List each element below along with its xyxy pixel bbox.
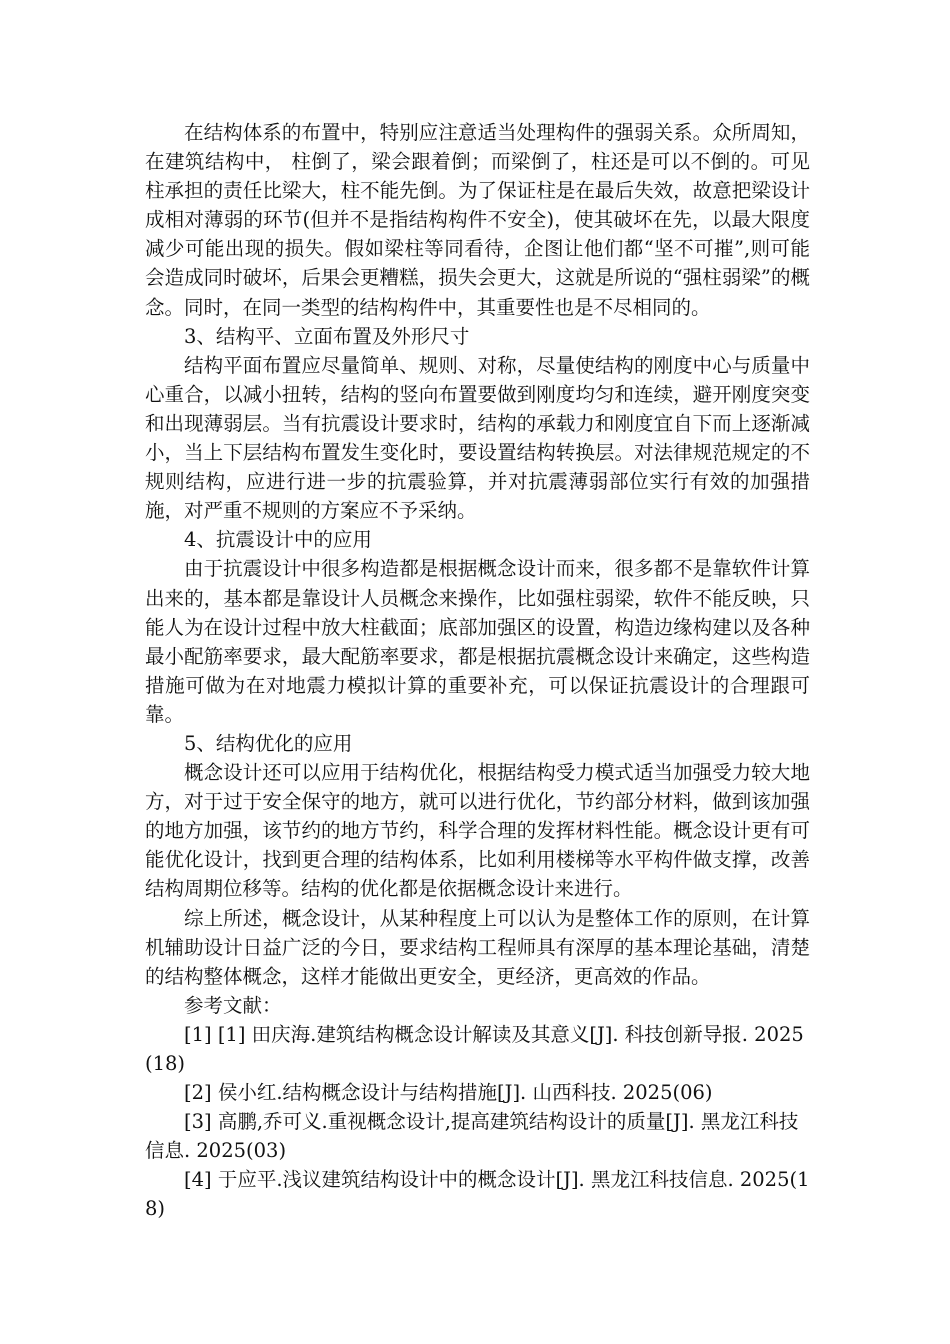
reference-item-1: [1] [1] 田庆海.建筑结构概念设计解读及其意义[J]. 科技创新导报. 2025(18) bbox=[145, 1022, 804, 1075]
section-heading-seismic: 4、抗震设计中的应用 bbox=[184, 528, 372, 552]
references-heading: 参考文献： bbox=[184, 993, 282, 1017]
paragraph-optimization: 概念设计还可以应用于结构优化，根据结构受力模式适当加强受力较大地方，对于过于安全保守的地方，就可以进行优化，节约部分材料，做到该加强的地方加强，该节约的地方节约，科学合理的发挥材料性能。概念设计更有可能优化设计，找到更合理的结构体系，比如利用楼梯等水平构件做支撑，改善结构周期位移等。结构的优化都是依据概念设计来进行。 bbox=[145, 761, 810, 901]
paragraph-layout: 结构平面布置应尽量简单、规则、对称，尽量使结构的刚度中心与质量中心重合，以减小扭转，结构的竖向布置要做到刚度均匀和连续，避开刚度突变和出现薄弱层。当有抗震设计要求时，结构的承载力和刚度宜自下而上逐渐减小，当上下层结构布置发生变化时，要设置结构转换层。对法律规范规定的不规则结构，应进行进一步的抗震验算，并对抗震薄弱部位实行有效的加强措施，对严重不规则的方案应不予采纳。 bbox=[145, 353, 810, 523]
paragraph-conclusion: 综上所述，概念设计，从某种程度上可以认为是整体工作的原则，在计算机辅助设计日益广泛的今日，要求结构工程师具有深厚的基本理论基础，清楚的结构整体概念，这样才能做出更安全，更经济，更高效的作品。 bbox=[145, 906, 810, 988]
section-heading-layout: 3、结构平、立面布置及外形尺寸 bbox=[184, 324, 470, 348]
paragraph-strong-weak-relation: 在结构体系的布置中，特别应注意适当处理构件的强弱关系。众所周知，在建筑结构中， 柱倒了，梁会跟着倒；而梁倒了，柱还是可以不倒的。可见柱承担的责任比梁大，柱不能先倒。为了保证柱是在最后失效，故意把梁设计成相对薄弱的环节(但并不是指结构构件不安全)，使其破坏在先，以最大限度减少可能出现的损失。假如梁柱等同看待，企图让他们都“坚不可摧”,则可能会造成同时破坏，后果会更糟糕，损失会更大，这就是所说的“强柱弱梁”的概念。同时，在同一类型的结构构件中，其重要性也是不尽相同的。 bbox=[145, 121, 810, 319]
section-heading-optimization: 5、结构优化的应用 bbox=[184, 731, 353, 755]
document-page bbox=[145, 118, 810, 1224]
reference-item-2: [2] 侯小红.结构概念设计与结构措施[J]. 山西科技. 2025(06) bbox=[184, 1081, 713, 1105]
paragraph-seismic: 由于抗震设计中很多构造都是根据概念设计而来，很多都不是靠软件计算出来的，基本都是靠设计人员概念来操作，比如强柱弱梁，软件不能反映，只能人为在设计过程中放大柱截面；底部加强区的设置，构造边缘构建以及各种最小配筋率要求，最大配筋率要求，都是根据抗震概念设计来确定，这些构造措施可做为在对地震力模拟计算的重要补充，可以保证抗震设计的合理跟可靠。 bbox=[145, 557, 810, 726]
reference-item-4: [4] 于应平.浅议建筑结构设计中的概念设计[J]. 黑龙江科技信息. 2025(18) bbox=[145, 1168, 810, 1221]
reference-item-3: [3] 高鹏,乔可义.重视概念设计,提高建筑结构设计的质量[J]. 黑龙江科技信息. 2025(03) bbox=[145, 1110, 799, 1163]
